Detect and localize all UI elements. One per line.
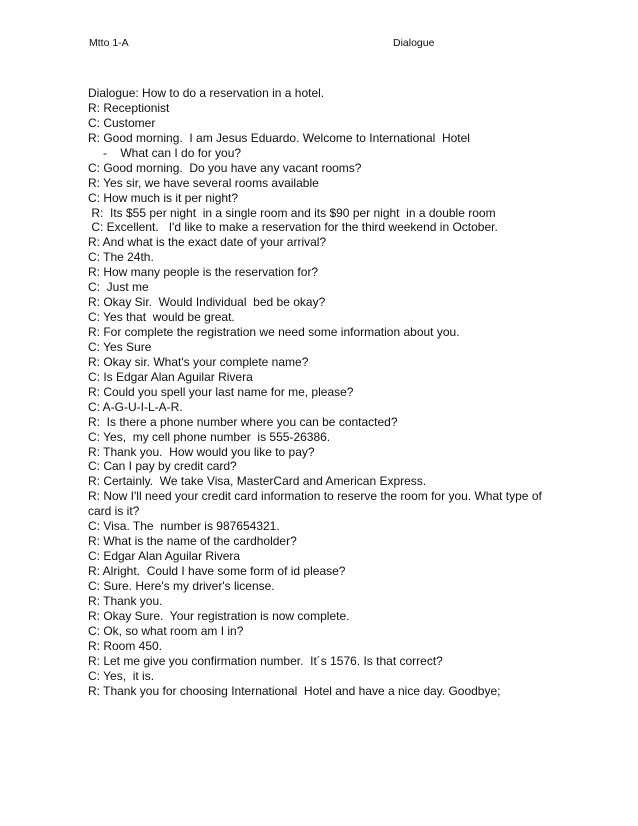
dialogue-line: R: Thank you for choosing International Hotel and have a nice day. Goodbye; <box>88 683 501 698</box>
dialogue-line: C: Yes that would be great. <box>88 310 235 325</box>
dialogue-line: C: Is Edgar Alan Aguilar Rivera <box>88 369 253 384</box>
dialogue-line: C: Yes Sure <box>88 339 152 354</box>
dialogue-line: R: Could you spell your last name for me, please? <box>88 384 354 399</box>
dialogue-line: C: Ok, so what room am I in? <box>88 623 244 638</box>
page-header <box>89 37 549 53</box>
dialogue-line: C: Sure. Here's my driver's license. <box>88 578 275 593</box>
dialogue-line: C: Yes, my cell phone number is 555-26386. <box>88 429 331 444</box>
dialogue-line: C: The 24th. <box>88 250 154 265</box>
dialogue-line: R: Room 450. <box>88 638 163 653</box>
dialogue-line: C: Just me <box>88 280 149 295</box>
dialogue-line: R: Let me give you confirmation number. It´s 1576. Is that correct? <box>88 653 443 668</box>
header-title: Dialogue <box>393 37 435 49</box>
dialogue-line: R: Alright. Could I have some form of id please? <box>88 564 346 579</box>
dialogue-line: R: Receptionist <box>88 100 170 115</box>
dialogue-line: R: Thank you. <box>88 593 163 608</box>
dialogue-line: C: Customer <box>88 115 156 130</box>
dialogue-body <box>88 86 558 698</box>
dialogue-heading: Dialogue: How to do a reservation in a hotel. <box>88 86 325 100</box>
dialogue-line: R: Is there a phone number where you can be contacted? <box>88 414 398 429</box>
dialogue-line: C: Visa. The number is 987654321. <box>88 519 280 534</box>
dialogue-line: R: Thank you. How would you like to pay? <box>88 444 315 459</box>
dialogue-line: R: Yes sir, we have several rooms available <box>88 175 319 190</box>
dialogue-line: R: Certainly. We take Visa, MasterCard and American Express. <box>88 474 427 489</box>
dialogue-line-bullet: - What can I do for you? <box>103 145 242 160</box>
dialogue-line: C: How much is it per night? <box>88 190 239 205</box>
dialogue-line: R: How many people is the reservation for? <box>88 265 319 280</box>
dialogue-line: C: Excellent. I'd like to make a reservation for the third weekend in October. <box>88 220 498 235</box>
dialogue-line: C: Good morning. Do you have any vacant rooms? <box>88 160 362 175</box>
dialogue-line: R: Good morning. I am Jesus Eduardo. Welcome to International Hotel <box>88 130 470 145</box>
dialogue-line: C: Edgar Alan Aguilar Rivera <box>88 549 241 564</box>
dialogue-line: R: Okay Sir. Would Individual bed be okay? <box>88 295 326 310</box>
dialogue-line: R: Its $55 per night in a single room and its $90 per night in a double room <box>88 205 496 220</box>
header-course-code: Mtto 1-A <box>89 37 129 49</box>
dialogue-line: R: What is the name of the cardholder? <box>88 534 297 549</box>
dialogue-line: R: Okay sir. What's your complete name? <box>88 354 309 369</box>
dialogue-line: R: Okay Sure. Your registration is now complete. <box>88 608 350 623</box>
dialogue-line: R: Now I'll need your credit card information to reserve the room for you. What type of card is it? <box>88 489 542 519</box>
dialogue-line: C: A-G-U-I-L-A-R. <box>88 399 183 414</box>
dialogue-line: R: And what is the exact date of your arrival? <box>88 235 327 250</box>
dialogue-line: R: For complete the registration we need some information about you. <box>88 325 460 339</box>
dialogue-line: C: Yes, it is. <box>88 668 155 683</box>
dialogue-line: C: Can I pay by credit card? <box>88 459 237 474</box>
